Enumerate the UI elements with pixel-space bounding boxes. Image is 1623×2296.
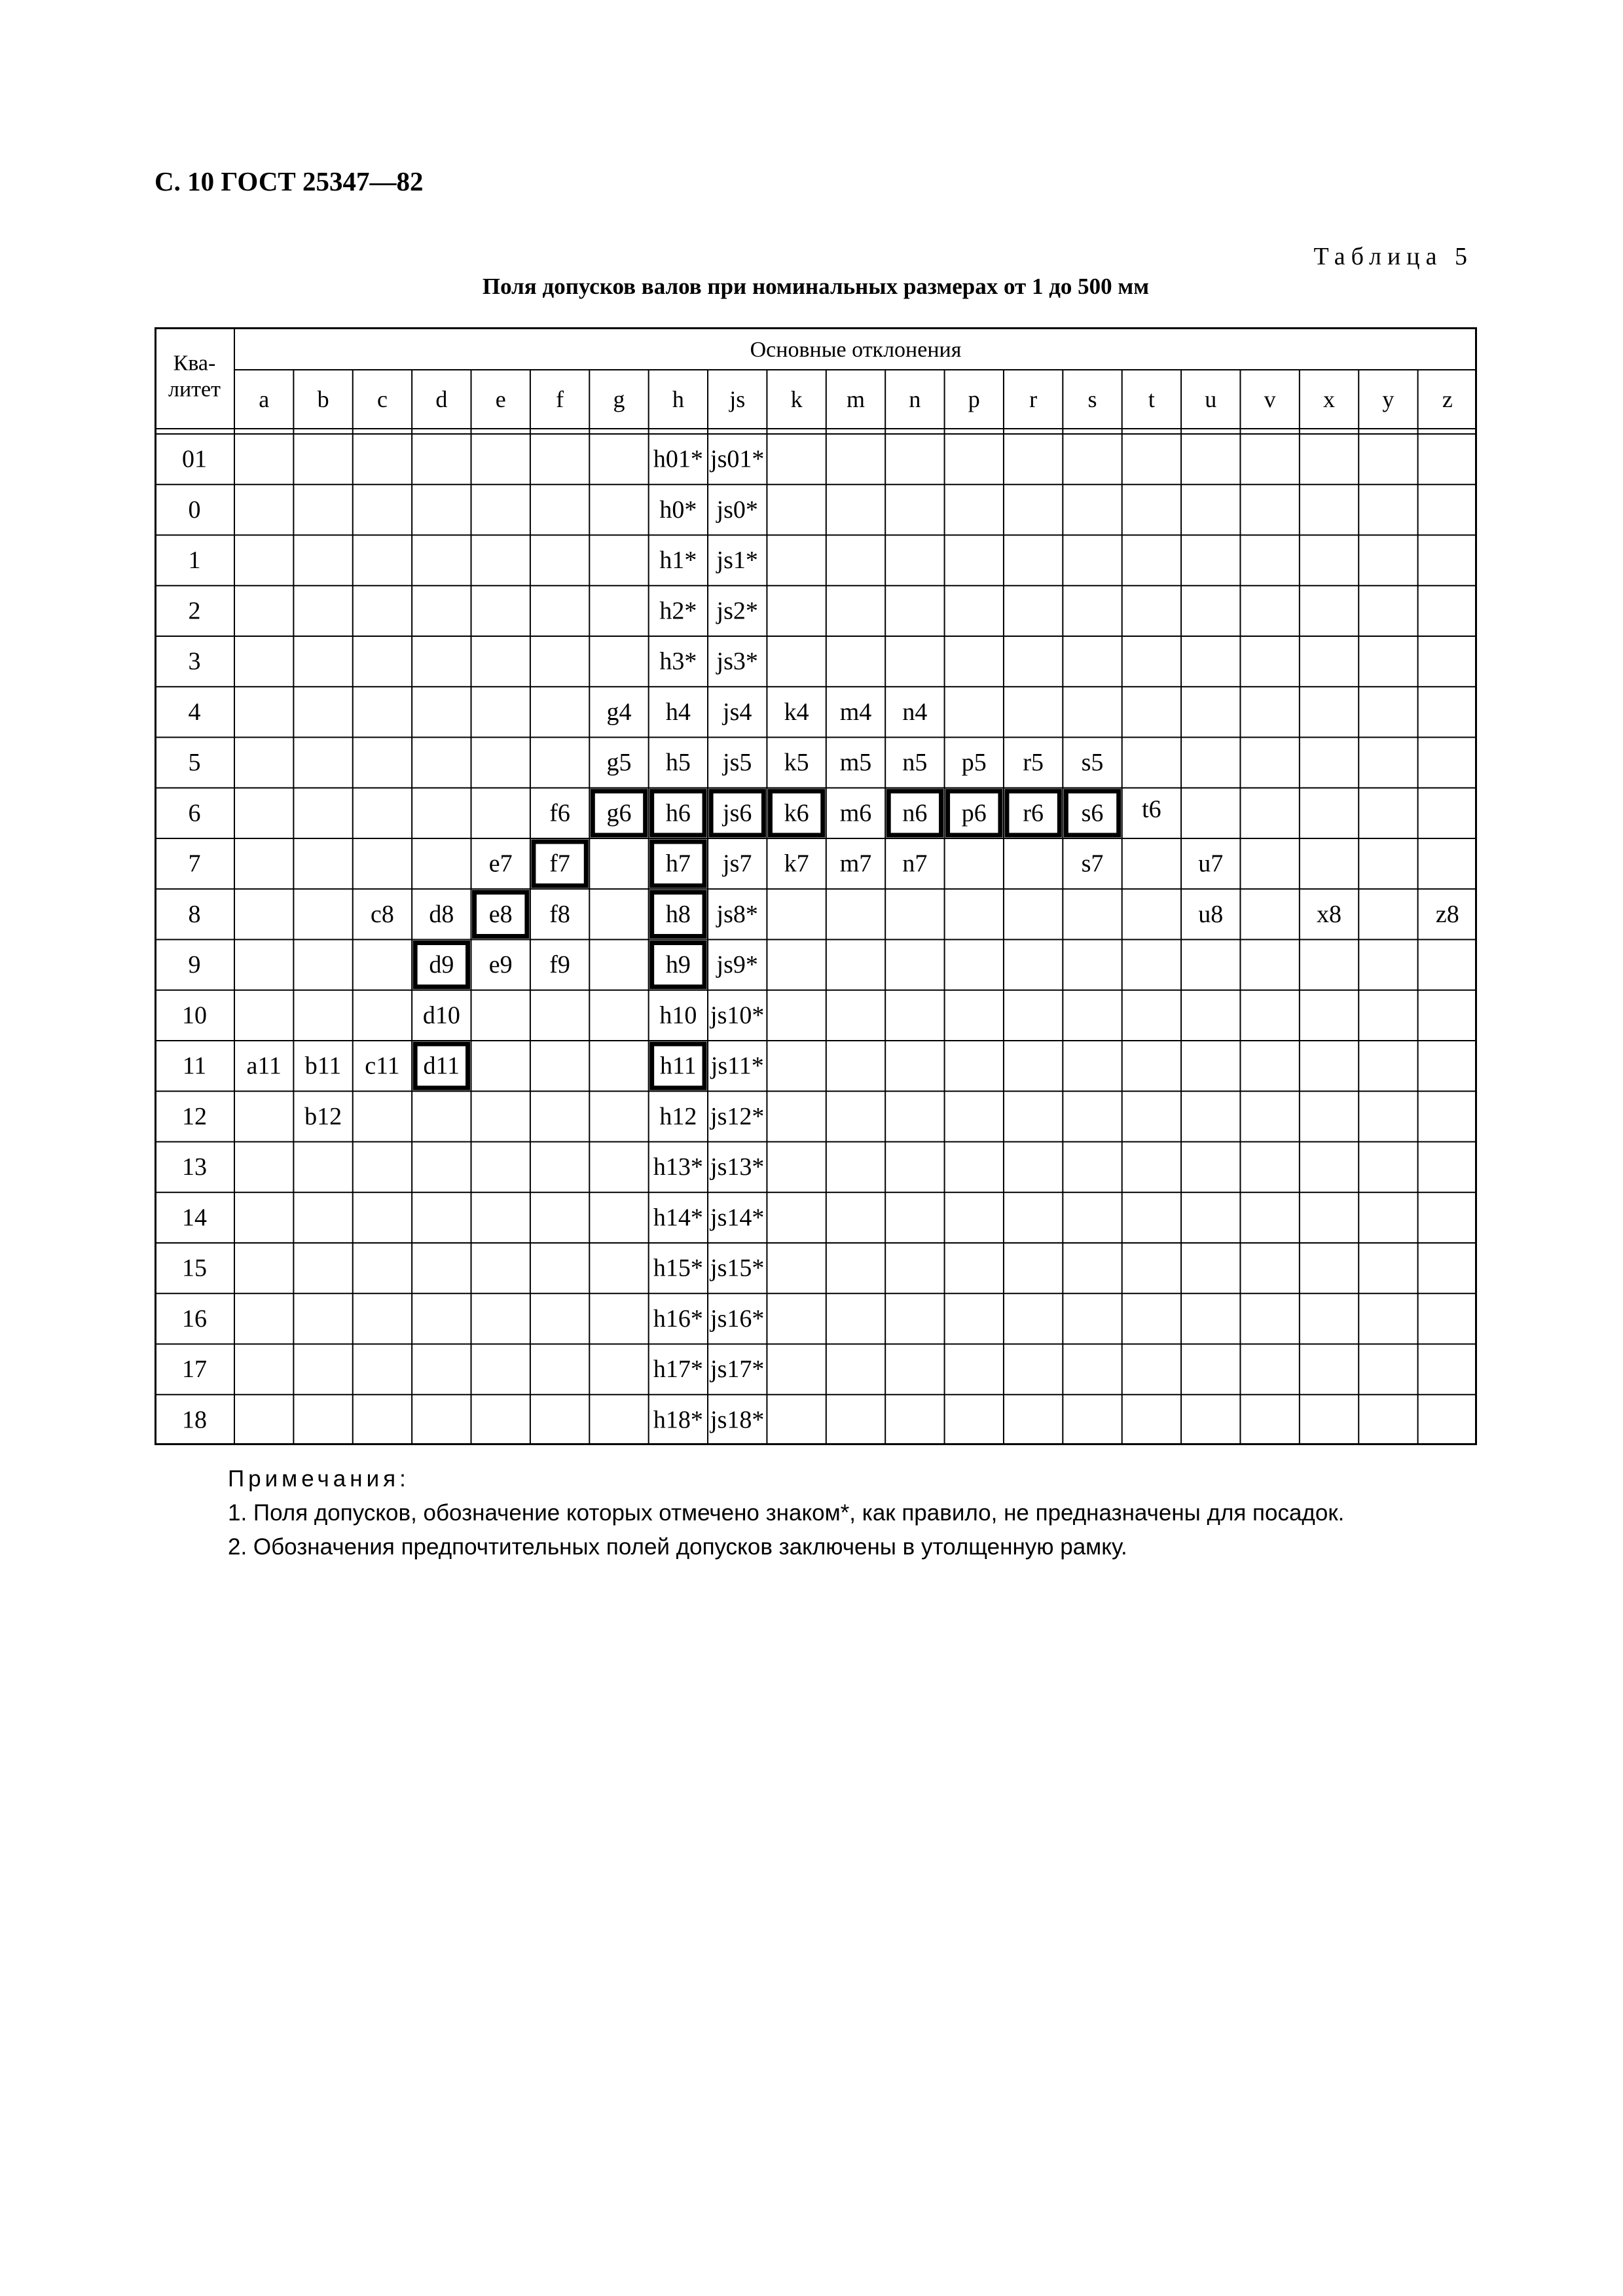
column-header-b: b [317,386,329,412]
tolerance-cell-k4: k4 [784,698,809,726]
column-header-m: m [846,386,866,412]
tolerance-cell-f9: f9 [549,951,570,979]
tolerance-cell-n4: n4 [902,698,928,726]
tolerance-cell-js4: js4 [723,698,752,726]
tolerance-cell-js13-star: js13* [710,1153,765,1181]
grade-label-0: 0 [188,495,201,524]
tolerance-cell-js5: js5 [723,749,752,777]
tolerance-cell-c8: c8 [371,900,394,928]
tolerance-cell-s6: s6 [1081,799,1104,827]
grade-label-14: 14 [182,1204,207,1232]
grade-label-01: 01 [182,445,207,473]
grade-label-4: 4 [188,698,201,726]
column-header-js: js [729,386,746,412]
tolerance-cell-js15-star: js15* [710,1254,765,1282]
tolerance-cell-f8: f8 [549,900,570,928]
tolerance-cell-m4: m4 [839,698,872,726]
tolerance-cell-h4: h4 [665,698,691,726]
tolerance-cell-js17-star: js17* [710,1355,765,1384]
column-header-s: s [1087,386,1097,412]
tolerance-cell-h2-star: h2* [659,597,697,625]
grade-label-9: 9 [188,951,201,979]
tolerance-cell-z8: z8 [1435,900,1459,928]
tolerance-cell-h17-star: h17* [653,1355,703,1384]
grade-label-11: 11 [182,1052,207,1080]
tolerance-cell-h9: h9 [665,951,691,979]
tolerance-cell-x8: x8 [1317,900,1342,928]
grade-label-12: 12 [182,1102,207,1130]
column-header-p: p [968,386,980,412]
column-header-n: n [909,386,921,412]
tolerance-cell-u8: u8 [1198,900,1224,928]
note-2: 2. Обозначения предпочтительных полей допусков заключены в утолщенную рамку. [228,1534,1127,1560]
tolerance-cell-js11-star: js11* [710,1052,764,1080]
tolerance-cell-f6: f6 [549,799,570,827]
page-header: С. 10 ГОСТ 25347—82 [155,166,424,196]
tolerance-cell-g6: g6 [606,799,632,827]
notes-heading: Примечания: [228,1466,410,1492]
column-header-a: a [259,386,270,412]
tolerance-cell-h01-star: h01* [653,445,703,473]
tolerance-cell-h16-star: h16* [653,1304,703,1333]
tolerance-cell-d8: d8 [429,900,454,928]
tolerance-cell-k5: k5 [784,749,809,777]
group-header: Основные отклонения [750,338,962,362]
tolerance-cell-b11: b11 [304,1052,342,1080]
tolerance-cell-d10: d10 [422,1001,460,1030]
tolerance-cell-js2-star: js2* [716,597,758,625]
tolerance-cell-js14-star: js14* [710,1204,765,1232]
corner-header-line-1: Ква- [173,351,216,376]
grade-label-3: 3 [188,647,201,675]
tolerance-cell-js10-star: js10* [710,1001,765,1030]
column-header-f: f [556,386,564,412]
tolerance-cell-g5: g5 [606,749,632,777]
tolerance-cell-e9: e9 [488,951,513,979]
tolerance-cell-r6: r6 [1023,799,1044,827]
tolerance-cell-n5: n5 [902,749,928,777]
tolerance-cell-h6: h6 [665,799,691,827]
tolerance-cell-k6: k6 [784,799,809,827]
tolerance-cell-n6: n6 [902,799,928,827]
grade-label-8: 8 [188,900,201,928]
tolerance-cell-js12-star: js12* [710,1102,765,1130]
tolerance-cell-h8: h8 [665,900,691,928]
table-caption: Поля допусков валов при номинальных размерах от 1 до 500 мм [482,274,1150,299]
tolerance-cell-s7: s7 [1081,850,1104,878]
tolerance-cell-js0-star: js0* [716,495,758,524]
column-header-d: d [435,386,448,412]
tolerance-cell-js7: js7 [723,850,752,878]
column-header-y: y [1382,386,1395,412]
column-header-r: r [1029,386,1038,412]
tolerance-cell-m7: m7 [839,850,872,878]
tolerance-cell-h14-star: h14* [653,1204,703,1232]
grade-label-6: 6 [188,799,201,827]
tolerance-cell-h15-star: h15* [653,1254,703,1282]
tolerance-cell-t6: t6 [1142,795,1161,823]
tolerance-cell-k7: k7 [784,850,809,878]
tolerance-cell-js3-star: js3* [716,647,758,675]
tolerance-cell-js8-star: js8* [716,900,758,928]
tolerance-cell-b12: b12 [304,1102,342,1130]
column-header-z: z [1442,386,1453,412]
column-header-k: k [790,386,803,412]
notes [228,1462,1504,1564]
column-header-v: v [1264,386,1276,412]
grade-label-13: 13 [182,1153,207,1181]
tolerance-cell-n7: n7 [902,850,928,878]
tolerance-cell-js6: js6 [723,799,752,827]
tolerance-table [155,327,1477,1445]
tolerance-cell-m5: m5 [839,749,872,777]
tolerance-cell-h10: h10 [659,1001,697,1030]
tolerance-cell-e8: e8 [488,900,513,928]
tolerance-cell-p6: p6 [961,799,987,827]
column-header-t: t [1148,386,1155,412]
tolerance-cell-r5: r5 [1023,749,1044,777]
grade-label-7: 7 [188,850,201,878]
tolerance-cell-h12: h12 [659,1102,697,1130]
grade-label-1: 1 [188,547,201,575]
tolerance-cell-c11: c11 [365,1052,400,1080]
tolerance-cell-h0-star: h0* [659,495,697,524]
tolerance-cell-p5: p5 [961,749,987,777]
grade-label-18: 18 [182,1406,207,1434]
grade-label-2: 2 [188,597,201,625]
tolerance-cell-h13-star: h13* [653,1153,703,1181]
tolerance-cell-h5: h5 [665,749,691,777]
table-border [156,329,1476,1444]
column-header-c: c [376,386,388,412]
tolerance-cell-u7: u7 [1198,850,1224,878]
tolerance-cell-d11: d11 [423,1052,460,1080]
tolerance-cell-js1-star: js1* [716,547,758,575]
tolerance-cell-h18-star: h18* [653,1406,703,1434]
tolerance-cell-h3-star: h3* [659,647,697,675]
tolerance-cell-h7: h7 [665,850,691,878]
corner-header-line-2: литет [168,377,221,402]
tolerance-cell-js9-star: js9* [716,951,758,979]
tolerance-cell-f7: f7 [549,850,570,878]
grade-label-16: 16 [182,1304,207,1333]
tolerance-cell-h11: h11 [660,1052,697,1080]
tolerance-cell-js18-star: js18* [710,1406,765,1434]
grade-label-5: 5 [188,749,201,777]
column-header-g: g [613,386,625,412]
tolerance-cell-e7: e7 [488,850,513,878]
table-number: Таблица 5 [1313,243,1473,270]
column-header-x: x [1323,386,1336,412]
tolerance-cell-g4: g4 [606,698,632,726]
grade-label-10: 10 [182,1001,207,1030]
note-1: 1. Поля допусков, обозначение которых отмечено знаком*, как правило, не предназначены для посадок. [228,1500,1345,1526]
tolerance-cell-a11: a11 [246,1052,282,1080]
grade-label-15: 15 [182,1254,207,1282]
tolerance-cell-js16-star: js16* [710,1304,765,1333]
tolerance-cell-h1-star: h1* [659,547,697,575]
column-header-e: e [495,386,506,412]
grade-label-17: 17 [182,1355,207,1384]
tolerance-cell-s5: s5 [1081,749,1104,777]
column-header-u: u [1205,386,1217,412]
tolerance-cell-js01-star: js01* [710,445,765,473]
column-header-h: h [672,386,684,412]
tolerance-cell-m6: m6 [839,799,872,827]
tolerance-cell-d9: d9 [429,951,454,979]
